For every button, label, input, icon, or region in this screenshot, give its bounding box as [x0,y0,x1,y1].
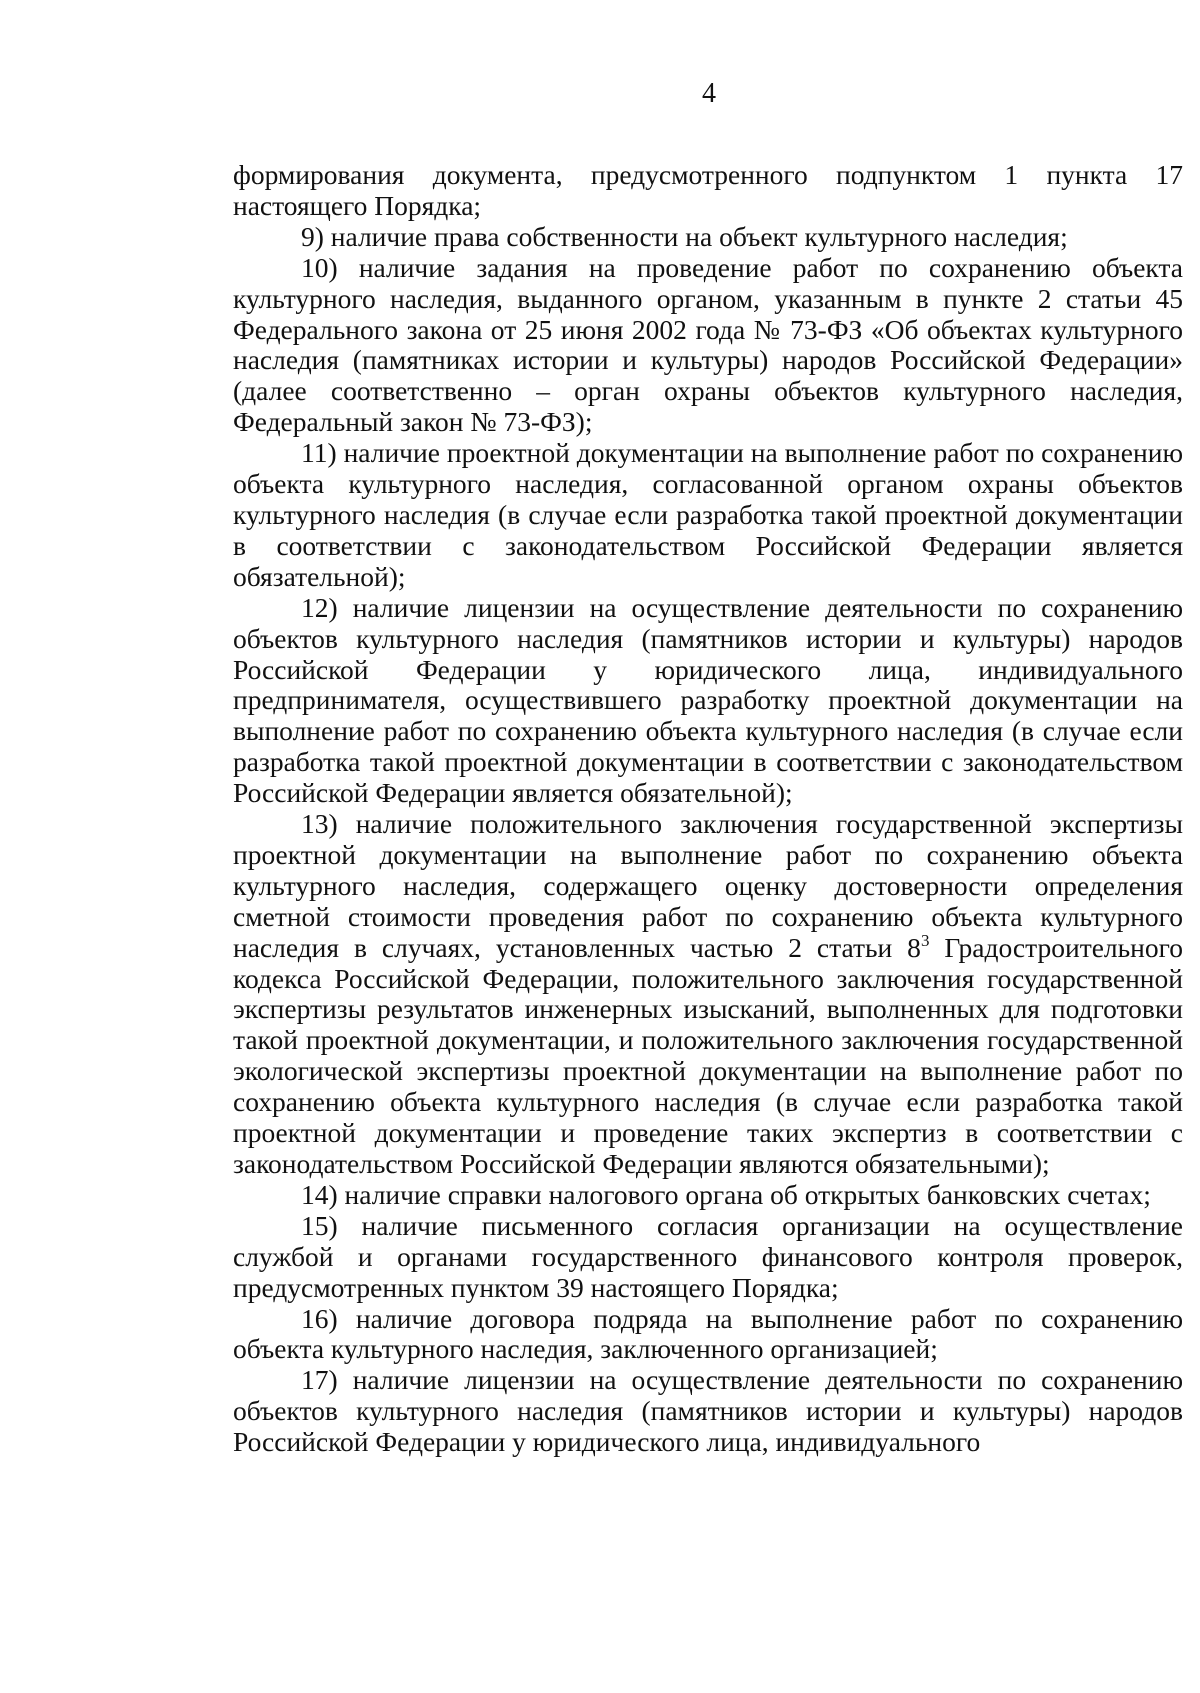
superscript: 3 [920,930,930,950]
paragraph-continuation: формирования документа, предусмотренного подпунктом 1 пункта 17 настоящего Порядка; [233,159,1183,221]
paragraph-item-10: 10) наличие задания на проведение работ по сохранению объекта культурного наследия, выданного органом, указанным в пункте 2 статьи 45 Федерального закона от 25 июня 2002 года № 73-ФЗ «Об объектах культурного наследия (памятниках истории и культуры) народов Российской Федерации» (далее соответственно – орган охраны объектов культурного наследия, Федеральный закон № 73-ФЗ); [233,251,1183,438]
page-number: 4 [702,78,716,109]
paragraph-item-16: 16) наличие договора подряда на выполнение работ по сохранению объекта культурного наследия, заключенного организацией; [233,1302,1183,1365]
paragraph-item-9: 9) наличие права собственности на объект культурного наследия; [301,220,1068,252]
paragraph-item-11: 11) наличие проектной документации на выполнение работ по сохранению объекта культурного наследия, согласованной органом охраны объектов культурного наследия (в случае если разработка такой проектной документации в соответствии с законодательством Российской Федерации является обязательной); [233,437,1183,592]
paragraph-item-12: 12) наличие лицензии на осуществление деятельности по сохранению объектов культурного наследия (памятников истории и культуры) народов Российской Федерации у юридического лица, индивидуального предпринимателя, осуществившего разработку проектной документации на выполнение работ по сохранению объекта культурного наследия (в случае если разработка такой проектной документации в соответствии с законодательством Российской Федерации является обязательной); [233,591,1183,809]
paragraph-item-17: 17) наличие лицензии на осуществление деятельности по сохранению объектов культурного наследия (памятников истории и культуры) народов Российской Федерации у юридического лица, индивидуального [233,1364,1183,1458]
paragraph-item-13 [233,809,1183,1180]
paragraph-item-13-part-2: Градостроительного кодекса Российской Федерации, положительного заключения государственной экспертизы результатов инженерных изысканий, выполненных для подготовки такой проектной документации, и положительного заключения государственной экологической экспертизы проектной документации на выполнение работ по сохранению объекта культурного наследия (в случае если разработка такой проектной документации и проведение таких экспертиз в соответствии с законодательством Российской Федерации являются обязательными); [233,931,1183,1179]
paragraph-item-15: 15) наличие письменного согласия организации на осуществление службой и органами государственного финансового контроля проверок, предусмотренных пунктом 39 настоящего Порядка; [233,1209,1183,1303]
paragraph-item-14: 14) наличие справки налогового органа об открытых банковских счетах; [301,1178,1151,1210]
document-body [233,160,1183,1458]
paragraph-item-13-part-1: 13) наличие положительного заключения государственной экспертизы проектной документации на выполнение работ по сохранению объекта культурного наследия, содержащего оценку достоверности определения сметной стоимости проведения работ по сохранению объекта культурного наследия в случаях, установленных частью 2 статьи 8 [233,808,1183,963]
